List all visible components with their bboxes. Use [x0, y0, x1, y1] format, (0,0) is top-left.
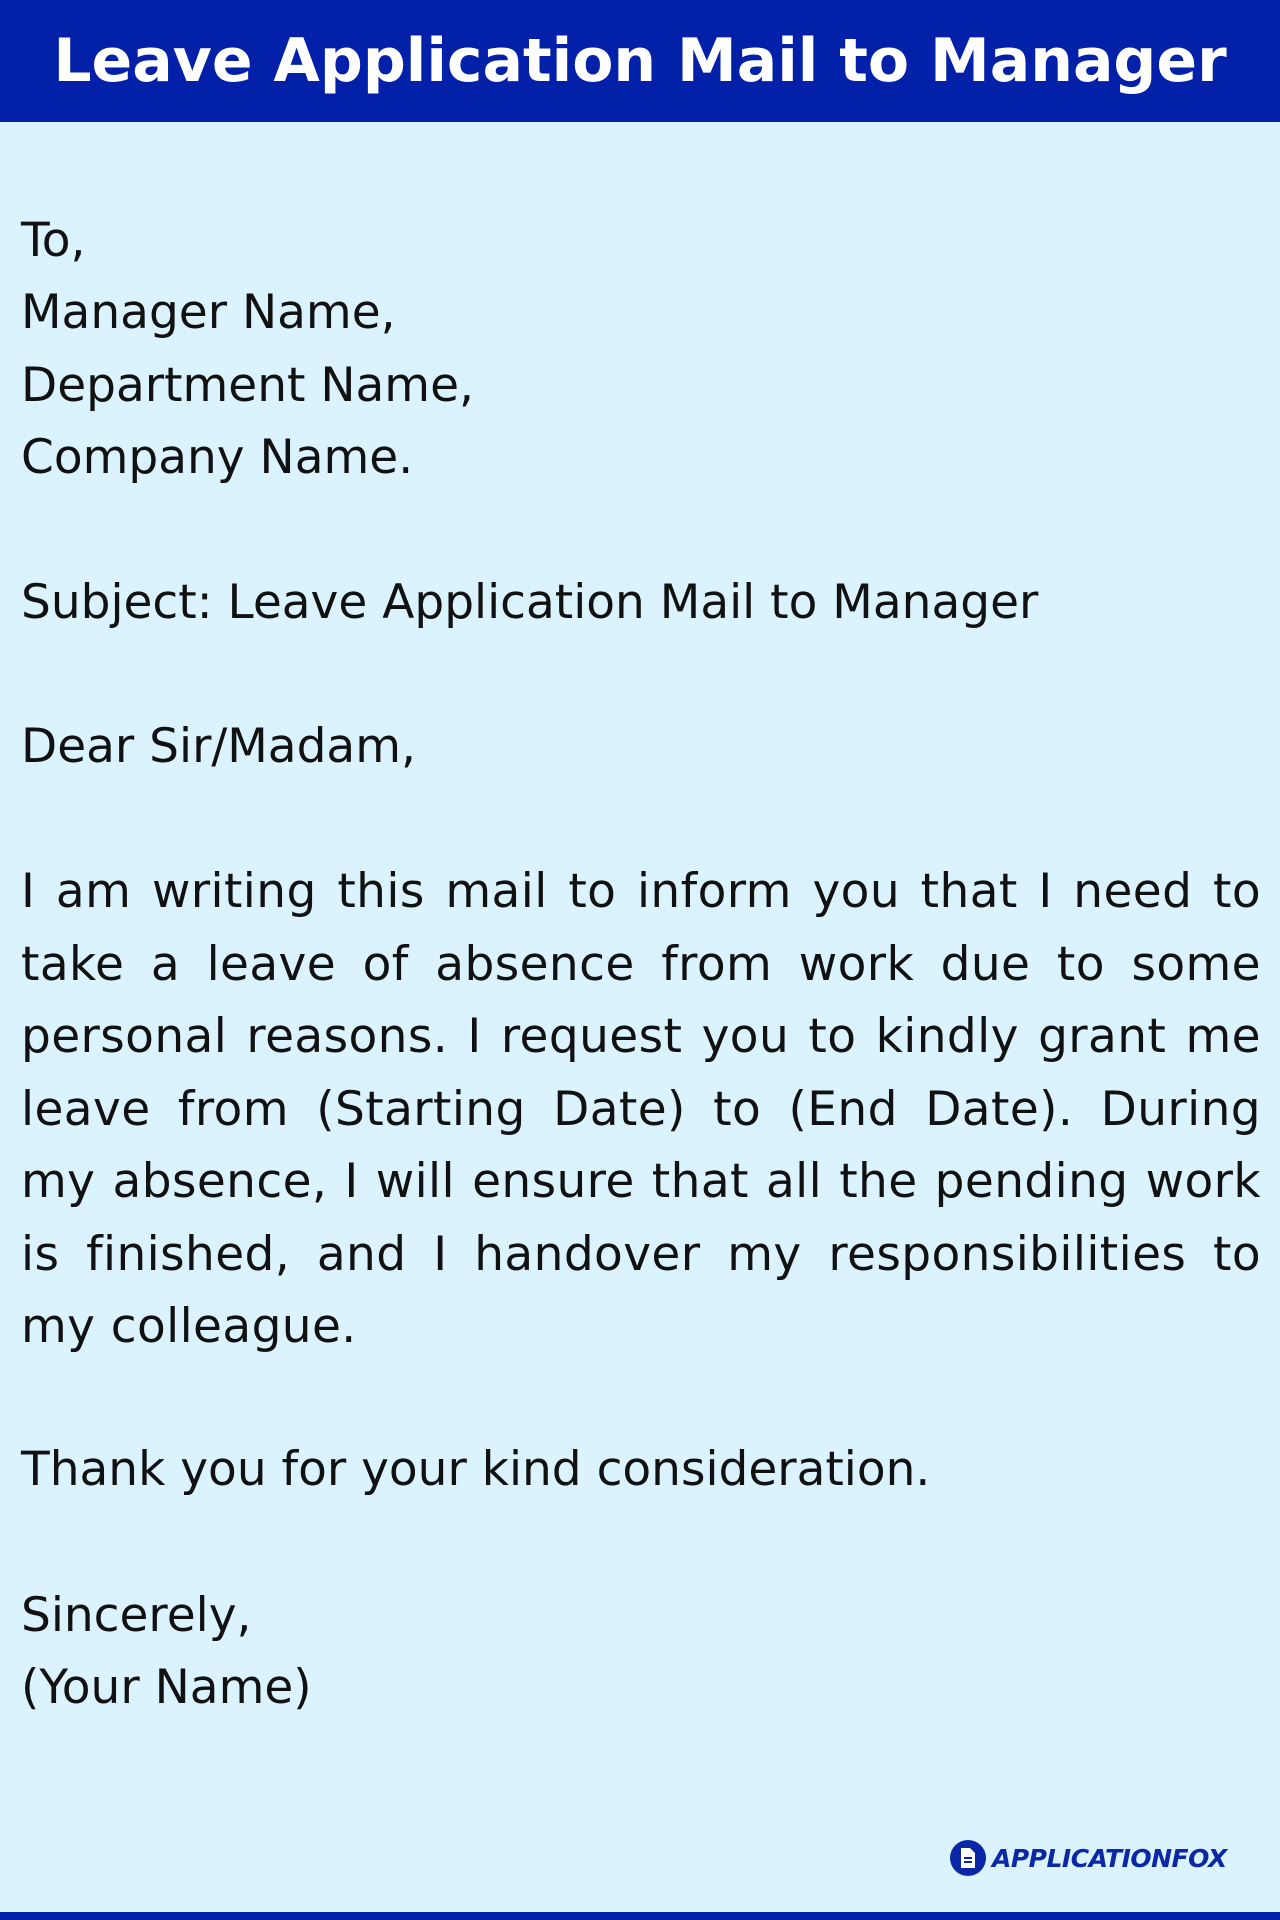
recipient-line-to: To, — [21, 213, 86, 268]
document-icon — [950, 1840, 986, 1876]
signature: (Your Name) — [21, 1660, 312, 1715]
closing: Sincerely, — [21, 1588, 252, 1643]
brand-logo — [950, 1838, 1227, 1878]
bottom-border — [0, 1912, 1280, 1920]
recipient-line-department: Department Name, — [21, 358, 474, 413]
brand-name: APPLICATIONFOX — [992, 1843, 1227, 1873]
body-paragraph: I am writing this mail to inform you that I need to take a leave of absence from work due to some personal reasons. I request you to kindly grant me leave from (Starting Date) to (End Date). During my absence, I will ensure that all the pending work is finished, and I handover my responsibilities to my colleague. — [21, 864, 1261, 1354]
subject-line: Subject: Leave Application Mail to Manager — [21, 575, 1039, 630]
recipient-line-manager: Manager Name, — [21, 285, 396, 340]
recipient-line-company: Company Name. — [21, 430, 414, 485]
salutation: Dear Sir/Madam, — [21, 719, 416, 774]
thanks-line: Thank you for your kind consideration. — [21, 1442, 931, 1497]
header-bar — [0, 0, 1280, 122]
page-title: Leave Application Mail to Manager — [53, 26, 1227, 96]
